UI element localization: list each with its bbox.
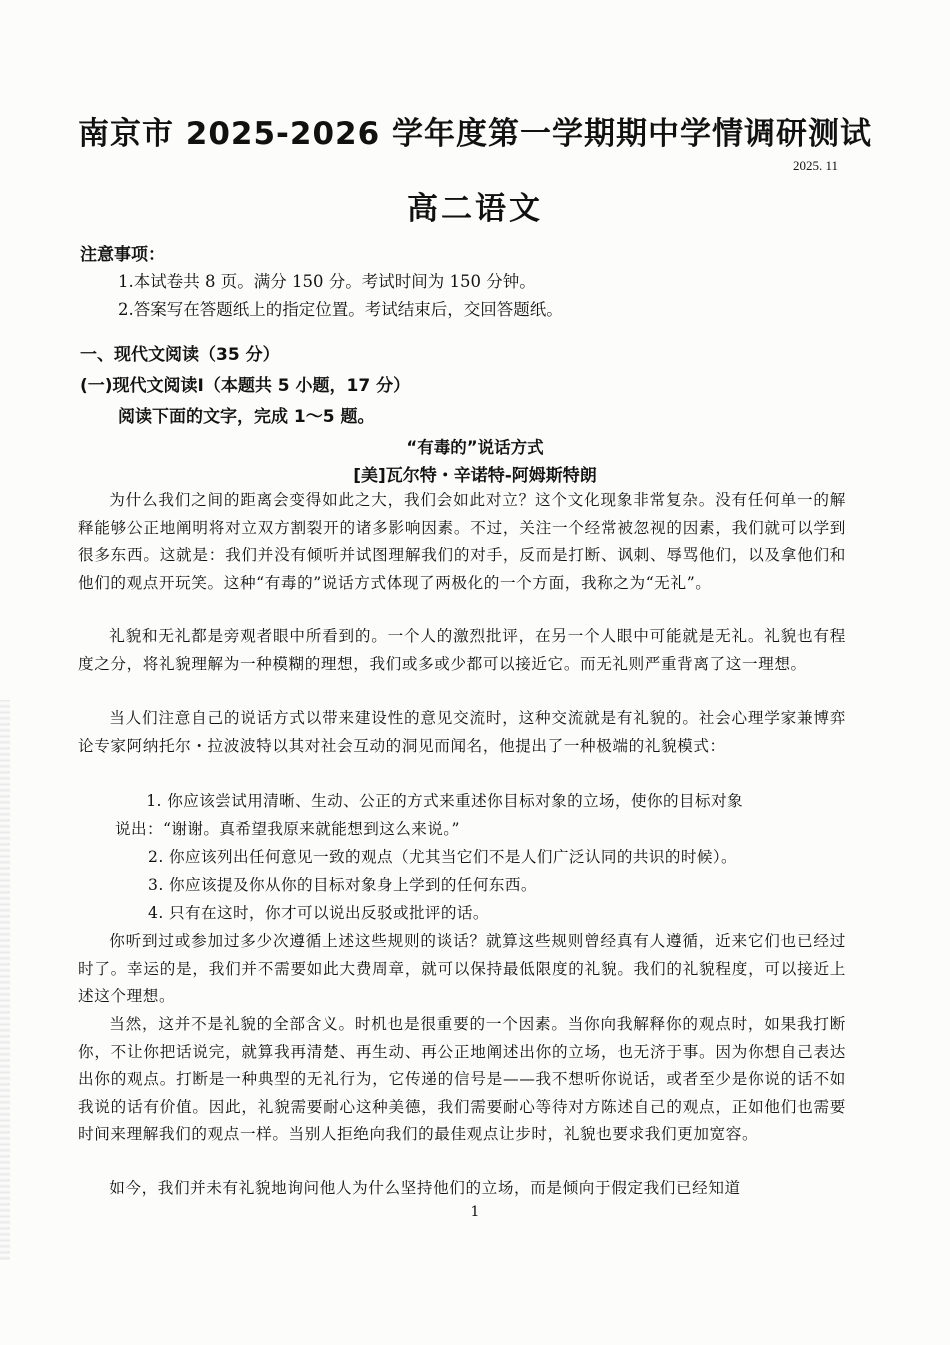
notice-item: 1.本试卷共 8 页。满分 150 分。考试时间为 150 分钟。 xyxy=(118,272,536,291)
exam-date: 2025. 11 xyxy=(792,158,838,173)
rule-item: 2. 你应该列出任何意见一致的观点（尤其当它们不是人们广泛认同的共识的时候）。 xyxy=(148,848,738,866)
notice-item: 2.答案写在答题纸上的指定位置。考试结束后，交回答题纸。 xyxy=(118,300,563,319)
article-paragraph: 当人们注意自己的说话方式以带来建设性的意见交流时，这种交流就是有礼貌的。社会心理学家兼博弈论专家阿纳托尔・拉波波特以其对社会互动的洞见而闻名，他提出了一种极端的礼貌模式： xyxy=(78,709,846,755)
rule-item: 3. 你应该提及你从你的目标对象身上学到的任何东西。 xyxy=(148,876,537,894)
section-heading: 一、现代文阅读（35 分） xyxy=(80,345,280,365)
scan-edge-artifact xyxy=(0,700,10,1260)
rule-item: 4. 只有在这时，你才可以说出反驳或批评的话。 xyxy=(148,904,489,922)
article-paragraph: 如今，我们并未有礼貌地询问他人为什么坚持他们的立场，而是倾向于假定我们已经知道 xyxy=(109,1179,741,1197)
rule-text-continued: 说出：“谢谢。真希望我原来就能想到这么来说。” xyxy=(115,819,460,838)
exam-title: 南京市 2025-2026 学年度第一学期期中学情调研测试 xyxy=(77,116,872,152)
reading-instruction: 阅读下面的文字，完成 1～5 题。 xyxy=(118,407,375,427)
article-paragraph: 你听到过或参加过多少次遵循上述这些规则的谈话？就算这些规则曾经真有人遵循，近来它们也已经过时了。幸运的是，我们并不需要如此大费周章，就可以保持最低限度的礼貌。我们的礼貌程度，可以接近上述这个理想。 xyxy=(78,932,846,1005)
subsection-heading: (一)现代文阅读Ⅰ（本题共 5 小题，17 分） xyxy=(80,376,411,396)
rule-text: 1. 你应该尝试用清晰、生动、公正的方式来重述你目标对象的立场，使你的目标对象 xyxy=(146,792,743,810)
page-number: 1 xyxy=(470,1204,480,1220)
rule-item xyxy=(115,788,850,843)
article-title: “有毒的”说话方式 xyxy=(406,438,544,457)
article-paragraph: 当然，这并不是礼貌的全部含义。时机也是很重要的一个因素。当你向我解释你的观点时，如果我打断你，不让你把话说完，就算我再清楚、再生动、再公正地阐述出你的立场，也无济于事。因为你想自己表达出你的观点。打断是一种典型的无礼行为，它传递的信号是——我不想听你说话，或者至少是你说的话不如我说的话有价值。因此，礼貌需要耐心这种美德，我们需要耐心等待对方陈述自己的观点，正如他们也需要时间来理解我们的观点一样。当别人拒绝向我们的最佳观点让步时，礼貌也要求我们更加宽容。 xyxy=(78,1015,846,1143)
article-paragraph: 为什么我们之间的距离会变得如此之大，我们会如此对立？这个文化现象非常复杂。没有任何单一的解释能够公正地阐明将对立双方割裂开的诸多影响因素。不过，关注一个经常被忽视的因素，我们就可以学到很多东西。这就是：我们并没有倾听并试图理解我们的对手，反而是打断、讽刺、辱骂他们，以及拿他们和他们的观点开玩笑。这种“有毒的”说话方式体现了两极化的一个方面，我称之为“无礼”。 xyxy=(78,491,846,592)
article-author: [美]瓦尔特・辛诺特-阿姆斯特朗 xyxy=(353,466,597,486)
subject-title: 高二语文 xyxy=(407,191,543,227)
notice-heading: 注意事项： xyxy=(80,245,165,265)
article-paragraph: 礼貌和无礼都是旁观者眼中所看到的。一个人的激烈批评，在另一个人眼中可能就是无礼。礼貌也有程度之分，将礼貌理解为一种模糊的理想，我们或多或少都可以接近它。而无礼则严重背离了这一理想。 xyxy=(78,627,846,673)
